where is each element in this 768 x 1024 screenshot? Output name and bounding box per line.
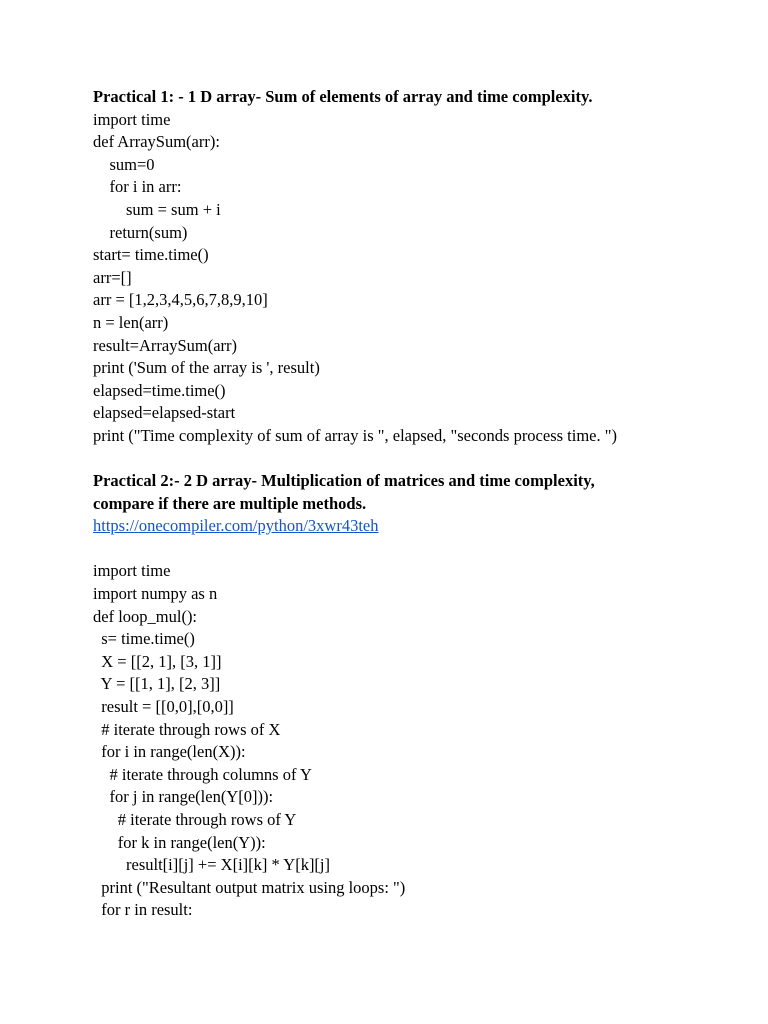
code-line: elapsed=time.time() (93, 380, 226, 400)
code-line: result[i][j] += X[i][k] * Y[k][j] (93, 855, 331, 875)
practical-1-heading: Practical 1: - 1 D array- Sum of elements of array and time complexity. (93, 87, 593, 106)
code-line: return(sum) (93, 222, 188, 242)
document-page (93, 86, 733, 922)
code-line: def ArraySum(arr): (93, 132, 220, 152)
code-line: print ('Sum of the array is ', result) (93, 358, 320, 378)
code-line: # iterate through columns of Y (93, 764, 312, 784)
code-line: print ("Time complexity of sum of array is ", elapsed, "seconds process time. ") (93, 425, 617, 445)
code-line: sum=0 (93, 154, 155, 174)
code-line: for i in arr: (93, 177, 182, 197)
code-line: import time (93, 109, 171, 129)
code-line: # iterate through rows of Y (93, 810, 297, 829)
code-line: arr = [1,2,3,4,5,6,7,8,9,10] (93, 290, 268, 310)
practical-2-link-row (93, 515, 733, 538)
code-line: arr=[] (93, 267, 132, 287)
blank-line (93, 448, 733, 471)
practical-2-heading-line-1: Practical 2:- 2 D array- Multiplication of matrices and time complexity, (93, 471, 595, 491)
code-line: Y = [[1, 1], [2, 3]] (93, 674, 221, 694)
code-line: # iterate through rows of X (93, 719, 281, 739)
code-line: n = len(arr) (93, 312, 169, 332)
code-line: for i in range(len(X)): (93, 742, 246, 762)
practical-2-heading-line-2: compare if there are multiple methods. (93, 493, 367, 513)
code-line: for r in result: (93, 900, 193, 920)
code-line: elapsed=elapsed-start (93, 403, 236, 423)
code-line: sum = sum + i (93, 199, 221, 219)
code-line: result = [[0,0],[0,0]] (93, 697, 234, 717)
code-line: X = [[2, 1], [3, 1]] (93, 651, 222, 671)
code-line: import time (93, 561, 171, 581)
practical-1-code (93, 109, 733, 448)
code-line: def loop_mul(): (93, 606, 198, 626)
code-line: print ("Resultant output matrix using loops: ") (93, 877, 406, 897)
practical-2-code (93, 560, 733, 922)
code-line: import numpy as n (93, 584, 218, 604)
onecompiler-link[interactable]: https://onecompiler.com/python/3xwr43teh (93, 516, 379, 536)
blank-line (93, 538, 733, 561)
code-line: s= time.time() (93, 629, 195, 649)
code-line: for j in range(len(Y[0])): (93, 787, 274, 807)
code-line: start= time.time() (93, 245, 209, 265)
code-line: for k in range(len(Y)): (93, 832, 266, 852)
code-line: result=ArraySum(arr) (93, 335, 238, 355)
